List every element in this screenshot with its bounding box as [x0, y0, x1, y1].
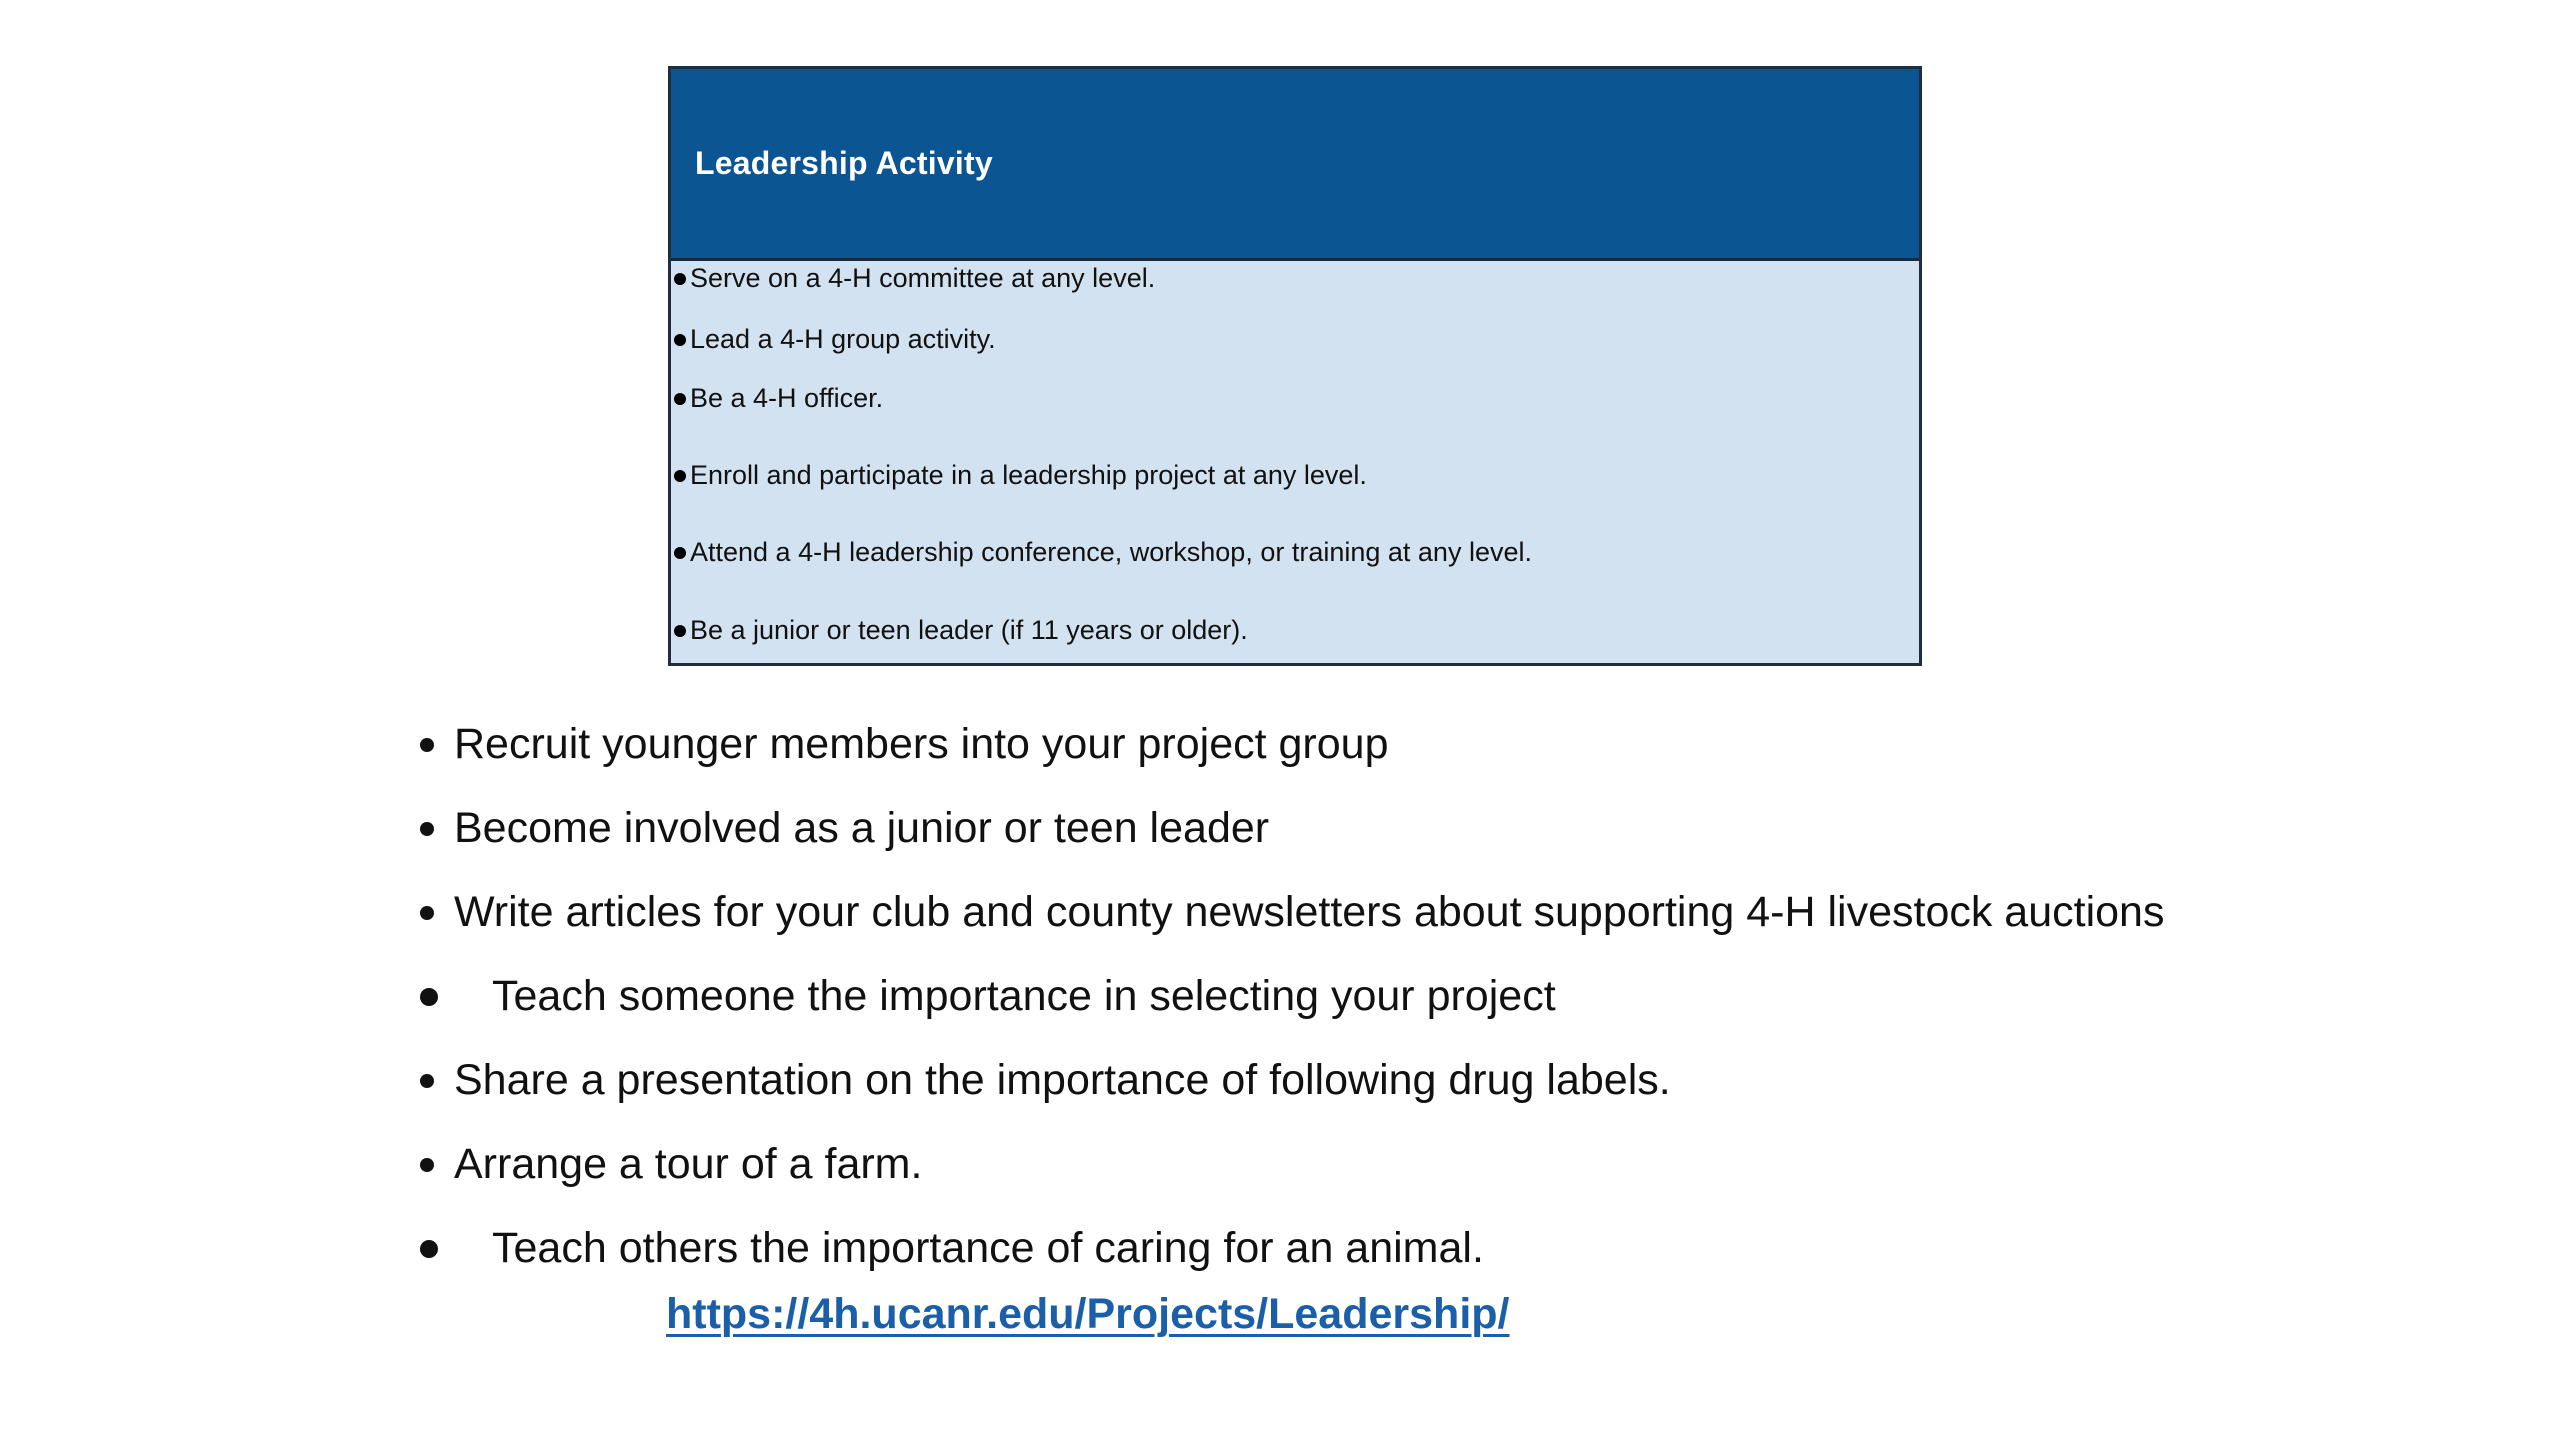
- list-item-text: Recruit younger members into your project group: [454, 720, 1389, 768]
- bullet-icon: [674, 273, 686, 285]
- bullet-icon: [420, 1074, 434, 1088]
- table-row-text: Enroll and participate in a leadership project at any level.: [690, 460, 1367, 490]
- table-row: [671, 324, 996, 355]
- bullet-icon: [420, 822, 434, 836]
- table-row-text: Attend a 4-H leadership conference, workshop, or training at any level.: [690, 537, 1532, 567]
- table-row-text: Be a 4-H officer.: [690, 383, 884, 413]
- list-item: [420, 888, 2164, 937]
- table-row-text: Serve on a 4-H committee at any level.: [690, 263, 1156, 293]
- table-row-text: Be a junior or teen leader (if 11 years or older).: [690, 615, 1248, 645]
- list-item-text: Teach others the importance of caring for an animal.: [492, 1224, 1484, 1272]
- list-item-text: Share a presentation on the importance of following drug labels.: [454, 1056, 1671, 1104]
- list-item-text: Write articles for your club and county newsletters about supporting 4-H livestock auctions: [454, 888, 2165, 936]
- bullet-icon: [674, 547, 686, 559]
- table-row-text: Lead a 4-H group activity.: [690, 324, 996, 354]
- table-row: [671, 263, 1155, 294]
- list-item-text: Become involved as a junior or teen leader: [454, 804, 1270, 852]
- list-item: [420, 972, 1556, 1021]
- bullet-icon: [420, 1158, 434, 1172]
- bullet-icon: [420, 738, 434, 752]
- bullet-icon: [674, 393, 686, 405]
- table-row: [671, 615, 1248, 646]
- list-item: [420, 1224, 1484, 1273]
- list-item: [420, 1056, 1671, 1105]
- list-item-text: Teach someone the importance in selecting your project: [492, 972, 1556, 1020]
- bullet-icon: [420, 1240, 438, 1258]
- list-item: [420, 720, 1389, 769]
- bullet-icon: [420, 988, 438, 1006]
- table-row: [671, 537, 1532, 568]
- table-row: [671, 460, 1367, 491]
- table-row: [671, 383, 883, 414]
- list-item: [420, 1140, 922, 1189]
- list-item-text: Arrange a tour of a farm.: [454, 1140, 923, 1188]
- table-body: [671, 261, 1919, 663]
- bullet-icon: [674, 625, 686, 637]
- list-item: [420, 804, 1269, 853]
- bullet-icon: [420, 906, 434, 920]
- table-title: Leadership Activity: [695, 145, 993, 181]
- leadership-projects-link[interactable]: https://4h.ucanr.edu/Projects/Leadership/: [666, 1290, 1510, 1338]
- leadership-activity-table: [668, 66, 1922, 666]
- bullet-icon: [674, 334, 686, 346]
- bullet-icon: [674, 470, 686, 482]
- table-header: [671, 69, 1919, 261]
